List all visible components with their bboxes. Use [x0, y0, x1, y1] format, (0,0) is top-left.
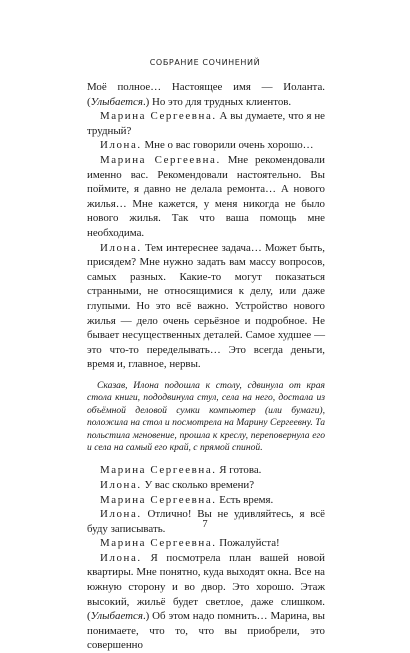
dialogue-line	[87, 241, 325, 372]
speaker-name: Марина Сергеевна.	[100, 110, 217, 123]
dialogue-line	[87, 536, 325, 551]
speaker-name: Илона.	[100, 551, 142, 564]
dialogue-line	[87, 109, 325, 138]
dialogue-line	[87, 493, 325, 508]
dialogue-text: Есть время.	[216, 493, 274, 506]
dialogue-text: Пожалуйста!	[216, 537, 280, 550]
speaker-name: Марина Сергеевна.	[100, 464, 217, 477]
dialogue-text: Мне о вас говорили очень хорошо…	[141, 139, 314, 152]
main-text	[87, 80, 325, 653]
dialogue-text: Тем интереснее задача… Может быть, присядем? Мне нужно задать вам массу вопросов, самых разных. Какие-то могут показаться странными, не относящимися к делу, или даже глупыми. Но это всё важно. Устройство нового жилья — дело очень серьёзное и подробное. Не бывает несущественных деталей. Самое худшее — это что-то переделывать… Это всегда деньги, время и, главное, нервы.	[87, 241, 325, 371]
text-run: .) Но это для трудных клиентов.	[142, 95, 292, 108]
dialogue-text: А вы думаете, что я не трудный?	[87, 110, 325, 137]
speaker-name: Илона.	[100, 508, 142, 521]
text-run: Моё полное… Настоящее имя — Иоланта. (	[87, 81, 325, 108]
speaker-name: Илона.	[100, 139, 142, 152]
speaker-name: Марина Сергеевна.	[100, 153, 221, 166]
running-header: СОБРАНИЕ СОЧИНЕНИЙ	[149, 58, 261, 67]
dialogue-text: У вас сколько времени?	[141, 478, 255, 491]
dialogue-text: Я посмотрела план вашей новой квартиры. Мне понятно, куда выходят окна. Все на южную сторону и во двор. Это хорошо. Этаж высокий, жильё будет светлое, даже слишком. (	[87, 551, 325, 623]
speaker-name: Марина Сергеевна.	[100, 537, 217, 550]
italic-run: Улыбается	[90, 610, 143, 623]
dialogue-line	[87, 463, 325, 478]
page-number: 7	[202, 519, 208, 530]
dialogue-text: Отлично! Вы не удивляйтесь, я всё буду записывать.	[87, 508, 325, 535]
stage-direction: Сказав, Илона подошла к столу, сдвинула от края стола книги, пододвинула стул, села на него, достала из объёмной деловой сумки компьютер (или бумаги), положила на стол и посмотрела на Марину Сергеевну. Та польстила мгновение, прошла к креслу, переповернула его и села на самый его край, с прямой спиной.	[87, 379, 325, 453]
speaker-name: Илона.	[100, 241, 142, 254]
speaker-name: Марина Сергеевна.	[100, 493, 217, 506]
paragraph	[87, 80, 325, 109]
dialogue-line	[87, 551, 325, 653]
dialogue-line	[87, 478, 325, 493]
dialogue-text: Мне рекомендовали именно вас. Рекомендовали настоятельно. Вы поймите, я давно не делала ремонта… А нового жилья… Мне кажется, у меня никогда не было нового жилья. Так что ваша помощь мне необходима.	[87, 153, 326, 239]
dialogue-line	[87, 138, 325, 153]
dialogue-line	[87, 153, 325, 241]
dialogue-text: .) Об этом надо помнить… Марина, вы понимаете, что то, что вы приобрели, это совершенно	[87, 610, 325, 652]
italic-run: Улыбается	[90, 95, 143, 108]
speaker-name: Илона.	[100, 478, 142, 491]
dialogue-text: Я готова.	[216, 464, 262, 477]
